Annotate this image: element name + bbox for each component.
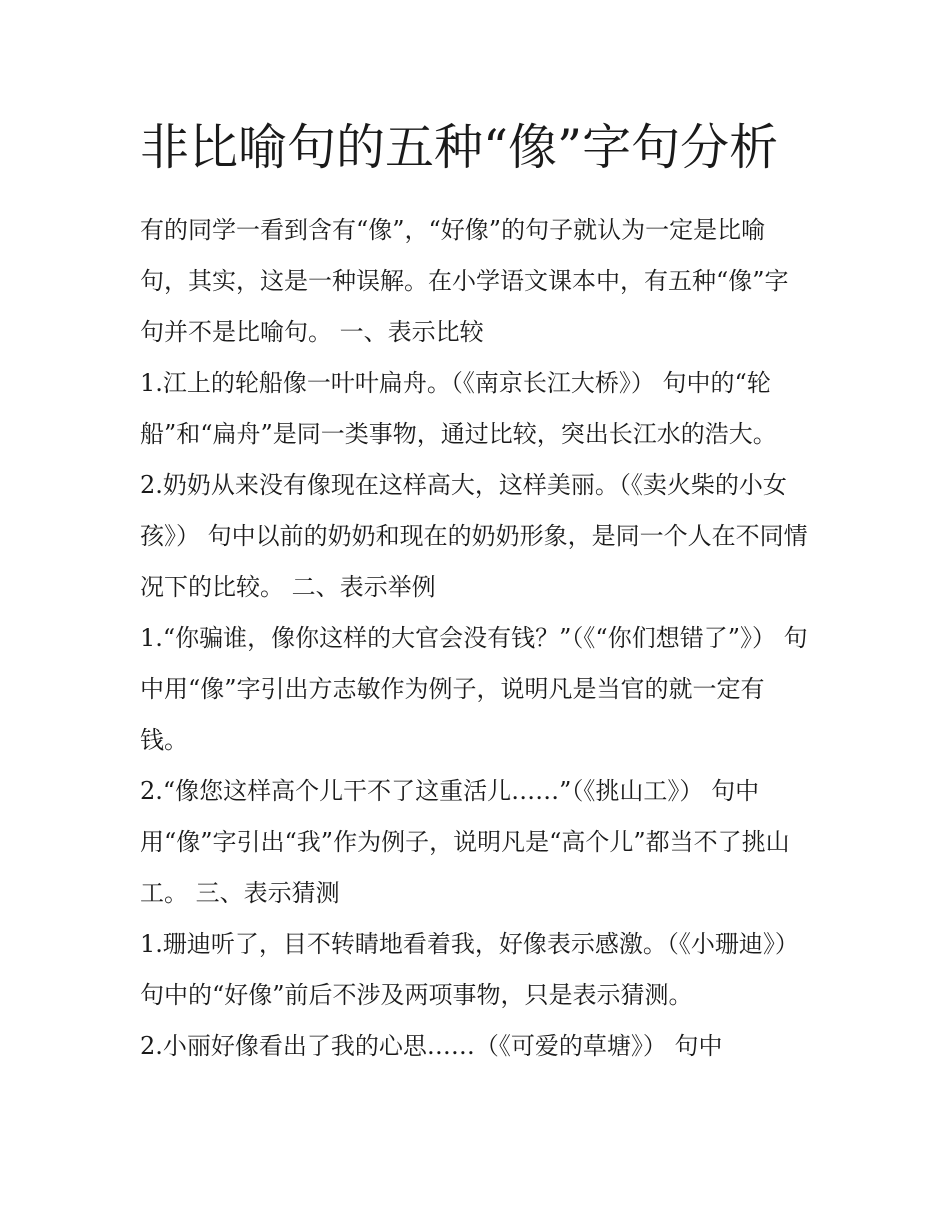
paragraph-example-usage-2: 2.“像您这样高个儿干不了这重活儿……”（《挑山工》） 句中用“像”字引出“我”作为例子，说明凡是“高个儿”都当不了挑山工。 三、表示猜测 (140, 777, 790, 907)
paragraph-guess-example-2: 2.小丽好像看出了我的心思……（《可爱的草塘》） 句中 (140, 1032, 723, 1060)
paragraph-guess-example-1: 1.珊迪听了，目不转睛地看着我，好像表示感激。（《小珊迪》） 句中的“好像”前后不涉及两项事物，只是表示猜测。 (140, 930, 799, 1009)
paragraph-intro: 有的同学一看到含有“像”，“好像”的句子就认为一定是比喻句，其实，这是一种误解。在小学语文课本中，有五种“像”字句并不是比喻句。 一、表示比较 (140, 216, 789, 346)
document-title: 非比喻句的五种“像”字句分析 (140, 119, 779, 176)
paragraph-comparison-example-1: 1.江上的轮船像一叶叶扁舟。（《南京长江大桥》） 句中的“轮船”和“扁舟”是同一类事物，通过比较，突出长江水的浩大。 (140, 369, 777, 448)
document-body (140, 113, 812, 1072)
paragraph-example-usage-1: 1.“你骗谁，像你这样的大官会没有钱？”（《“你们想错了”》） 句中用“像”字引出方志敏作为例子，说明凡是当官的就一定有钱。 (140, 624, 808, 754)
paragraph-comparison-example-2: 2.奶奶从来没有像现在这样高大，这样美丽。（《卖火柴的小女孩》） 句中以前的奶奶和现在的奶奶形象，是同一个人在不同情况下的比较。 二、表示举例 (140, 471, 808, 601)
